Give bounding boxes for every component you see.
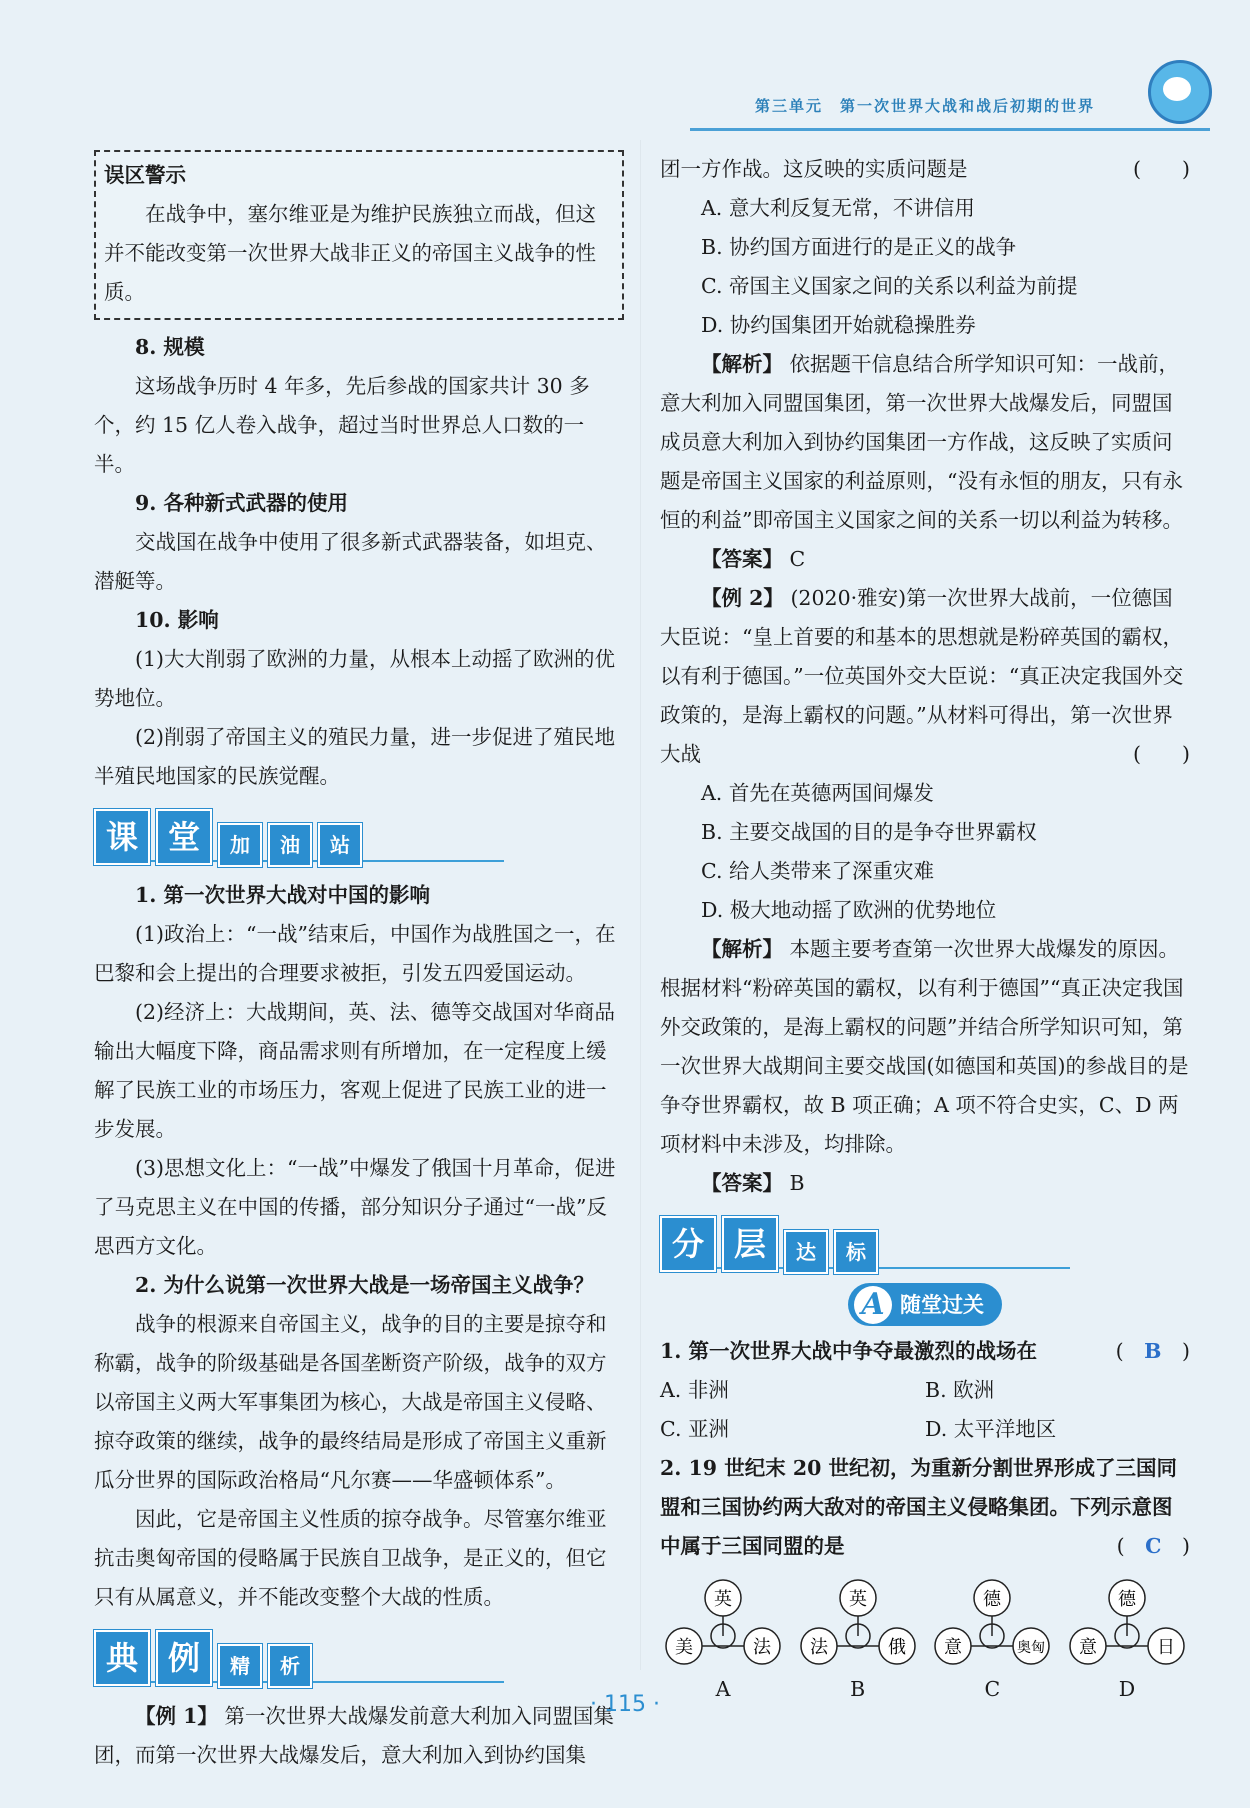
topic-2-text-1: 战争的根源来自帝国主义，战争的目的主要是掠夺和称霸，战争的阶级基础是各国垄断资产阶级，战争的双方以帝国主义两大军事集团为核心，大战是帝国主义侵略、掠夺政策的继续，战争的最终结局是形成了帝国主义重新瓜分世界的国际政治格局“凡尔赛——华盛顿体系”。	[94, 1312, 607, 1492]
section-10-point-2: (2)削弱了帝国主义的殖民力量，进一步促进了殖民地半殖民地国家的民族觉醒。	[94, 725, 616, 788]
topic-1-culture: (3)思想文化上：“一战”中爆发了俄国十月革命，促进了马克思主义在中国的传播，部分知识分子通过“一战”反思西方文化。	[94, 1156, 616, 1258]
level-a-pill	[848, 1283, 1002, 1326]
page-number: · 115 ·	[590, 1692, 660, 1717]
answer-bracket: ( )	[1133, 742, 1190, 766]
example-2-label: 【例 2】	[701, 586, 784, 610]
example-1-text: 第一次世界大战爆发前意大利加入同盟国集团，而第一次世界大战爆发后，意大利加入到协约国集	[94, 1704, 614, 1767]
banner-char: 油	[268, 823, 312, 867]
left-column	[94, 150, 624, 1775]
example-1-continuation	[660, 150, 1190, 189]
section-9-title: 9. 各种新式武器的使用	[135, 491, 349, 515]
quiz-question-2	[660, 1449, 1190, 1566]
example-analysis-banner	[94, 1627, 624, 1689]
level-a-title: 随堂过关	[900, 1292, 984, 1317]
banner-char: 层	[722, 1216, 778, 1272]
section-10-title: 10. 影响	[135, 608, 219, 632]
answer-value: B	[789, 1171, 805, 1195]
level-a-letter: A	[854, 1286, 892, 1324]
option: D. 太平洋地区	[925, 1417, 1057, 1441]
banner-char: 标	[834, 1230, 878, 1274]
section-9-text: 交战国在战争中使用了很多新式武器装备，如坦克、潜艇等。	[94, 530, 607, 593]
example-2-answer	[660, 1164, 1190, 1203]
diagram-node-left: 意	[944, 1637, 963, 1658]
header-rule	[690, 128, 1210, 131]
diagram-node-top: 德	[1117, 1589, 1136, 1610]
analysis-text: 本题主要考查第一次世界大战爆发的原因。根据材料“粉碎英国的霸权，以有利于德国”“真正决定我国外交政策的，是海上霸权的问题”并结合所学知识可知，第一次世界大战期间主要交战国(如德国和英国)的参战目的是争夺世界霸权，故 B 项正确；A 项不符合史实，C、D 两项材料中未涉及，均排除。	[660, 937, 1189, 1156]
quiz-2-answer-bracket: ( C )	[1116, 1534, 1190, 1558]
diagram-node-top: 英	[848, 1589, 867, 1610]
option: B. 欧洲	[925, 1378, 995, 1402]
option: C. 给人类带来了深重灾难	[701, 859, 934, 883]
topic-2-title: 2. 为什么说第一次世界大战是一场帝国主义战争？	[135, 1273, 595, 1297]
diagram-label: B	[850, 1677, 866, 1701]
option: C. 亚洲	[660, 1417, 729, 1441]
quiz-question-1	[660, 1332, 1190, 1371]
example-1-label: 【例 1】	[135, 1704, 218, 1728]
example-2-question	[660, 579, 1190, 774]
quiz-1-answer-bracket: ( B )	[1115, 1339, 1190, 1363]
alliance-diagram	[660, 1578, 786, 1709]
example-1-answer	[660, 540, 1190, 579]
banner-char: 课	[94, 809, 150, 865]
quiz-1-options-row	[660, 1371, 1190, 1410]
alliance-diagram	[929, 1578, 1055, 1709]
section-8-text: 这场战争历时 4 年多，先后参战的国家共计 30 多个，约 15 亿人卷入战争，超过当时世界总人口数的一半。	[94, 374, 590, 476]
misconception-warning-box	[94, 150, 624, 320]
classroom-boost-banner	[94, 806, 624, 868]
alliance-diagram	[1064, 1578, 1190, 1709]
quiz-2-answer: C	[1145, 1534, 1162, 1558]
warning-text: 在战争中，塞尔维亚是为维护民族独立而战，但这并不能改变第一次世界大战非正义的帝国主义战争的性质。	[104, 202, 596, 304]
unit-header: 第三单元 第一次世界大战和战后初期的世界	[755, 97, 1096, 115]
topic-2-text-2: 因此，它是帝国主义性质的掠夺战争。尽管塞尔维亚抗击奥匈帝国的侵略属于民族自卫战争，是正义的，但它只有从属意义，并不能改变整个大战的性质。	[94, 1507, 607, 1609]
answer-label: 【答案】	[701, 1171, 783, 1195]
diagram-node-right: 法	[753, 1637, 771, 1658]
section-8-title: 8. 规模	[135, 335, 205, 359]
quiz-1-answer: B	[1144, 1339, 1162, 1363]
layered-goals-banner	[660, 1213, 1190, 1275]
answer-label: 【答案】	[701, 547, 783, 571]
quiz-2-text: 2. 19 世纪末 20 世纪初，为重新分割世界形成了三国同盟和三国协约两大敌对的帝国主义侵略集团。下列示意图中属于三国同盟的是	[660, 1456, 1178, 1558]
example-1-stem-end: 团一方作战。这反映的实质问题是	[660, 157, 968, 181]
level-a-badge	[660, 1283, 1190, 1326]
banner-char: 加	[218, 823, 262, 867]
banner-char: 达	[784, 1230, 828, 1274]
banner-char: 站	[318, 823, 362, 867]
school-shield-logo	[1148, 60, 1212, 124]
option: A. 非洲	[660, 1378, 729, 1402]
option: A. 首先在英德两国间爆发	[701, 781, 934, 805]
topic-1-economic: (2)经济上：大战期间，英、法、德等交战国对华商品输出大幅度下降，商品需求则有所增加，在一定程度上缓解了民族工业的市场压力，客观上促进了民族工业的进一步发展。	[94, 1000, 616, 1141]
diagram-label: A	[715, 1677, 731, 1701]
diagram-node-top: 德	[983, 1589, 1002, 1610]
option: D. 协约国集团开始就稳操胜券	[701, 313, 976, 337]
quiz-1-options-row	[660, 1410, 1190, 1449]
option: B. 协约国方面进行的是正义的战争	[701, 235, 1017, 259]
example-2-text: (2020·雅安)第一次世界大战前，一位德国大臣说：“皇上首要的和基本的思想就是粉碎英国的霸权，以有利于德国。”一位英国外交大臣说：“真正决定我国外交政策的，是海上霸权的问题。”从材料可得出，第一次世界大战	[660, 586, 1184, 766]
alliance-diagrams	[660, 1578, 1190, 1709]
section-10-point-1: (1)大大削弱了欧洲的力量，从根本上动摇了欧洲的优势地位。	[94, 647, 616, 710]
answer-value: C	[789, 547, 806, 571]
banner-char: 典	[94, 1630, 150, 1686]
banner-char: 分	[660, 1216, 716, 1272]
option: D. 极大地动摇了欧洲的优势地位	[701, 898, 997, 922]
banner-char: 精	[218, 1644, 262, 1688]
diagram-node-top: 英	[714, 1589, 732, 1610]
diagram-node-right: 俄	[887, 1637, 906, 1658]
diagram-node-left: 意	[1078, 1637, 1097, 1658]
example-2-analysis	[660, 930, 1190, 1164]
column-divider	[640, 140, 641, 1670]
diagram-node-right: 奥匈	[1017, 1640, 1046, 1656]
diagram-node-left: 法	[809, 1637, 828, 1658]
diagram-node-right: 日	[1156, 1637, 1175, 1658]
analysis-label: 【解析】	[701, 937, 783, 961]
analysis-text: 依据题干信息结合所学知识可知：一战前，意大利加入同盟国集团，第一次世界大战爆发后，同盟国成员意大利加入到协约国集团一方作战，这反映了实质问题是帝国主义国家的利益原则，“没有永恒的朋友，只有永恒的利益”即帝国主义国家之间的关系一切以利益为转移。	[660, 352, 1183, 532]
answer-bracket: ( )	[1133, 157, 1190, 181]
topic-1-title: 1. 第一次世界大战对中国的影响	[135, 883, 431, 907]
analysis-label: 【解析】	[701, 352, 783, 376]
banner-char: 析	[268, 1644, 312, 1688]
option: C. 帝国主义国家之间的关系以利益为前提	[701, 274, 1078, 298]
quiz-1-text: 1. 第一次世界大战中争夺最激烈的战场在	[660, 1339, 1038, 1363]
topic-1-political: (1)政治上：“一战”结束后，中国作为战胜国之一，在巴黎和会上提出的合理要求被拒，引发五四爱国运动。	[94, 922, 616, 985]
banner-char: 例	[156, 1630, 212, 1686]
alliance-diagram	[795, 1578, 921, 1709]
banner-char: 堂	[156, 809, 212, 865]
diagram-label: C	[984, 1677, 1001, 1701]
option: A. 意大利反复无常，不讲信用	[701, 196, 975, 220]
diagram-node-left: 美	[675, 1637, 693, 1658]
diagram-label: D	[1118, 1677, 1136, 1701]
right-column	[660, 150, 1190, 1709]
example-1-analysis	[660, 345, 1190, 540]
option: B. 主要交战国的目的是争夺世界霸权	[701, 820, 1037, 844]
warning-title: 误区警示	[104, 163, 186, 187]
